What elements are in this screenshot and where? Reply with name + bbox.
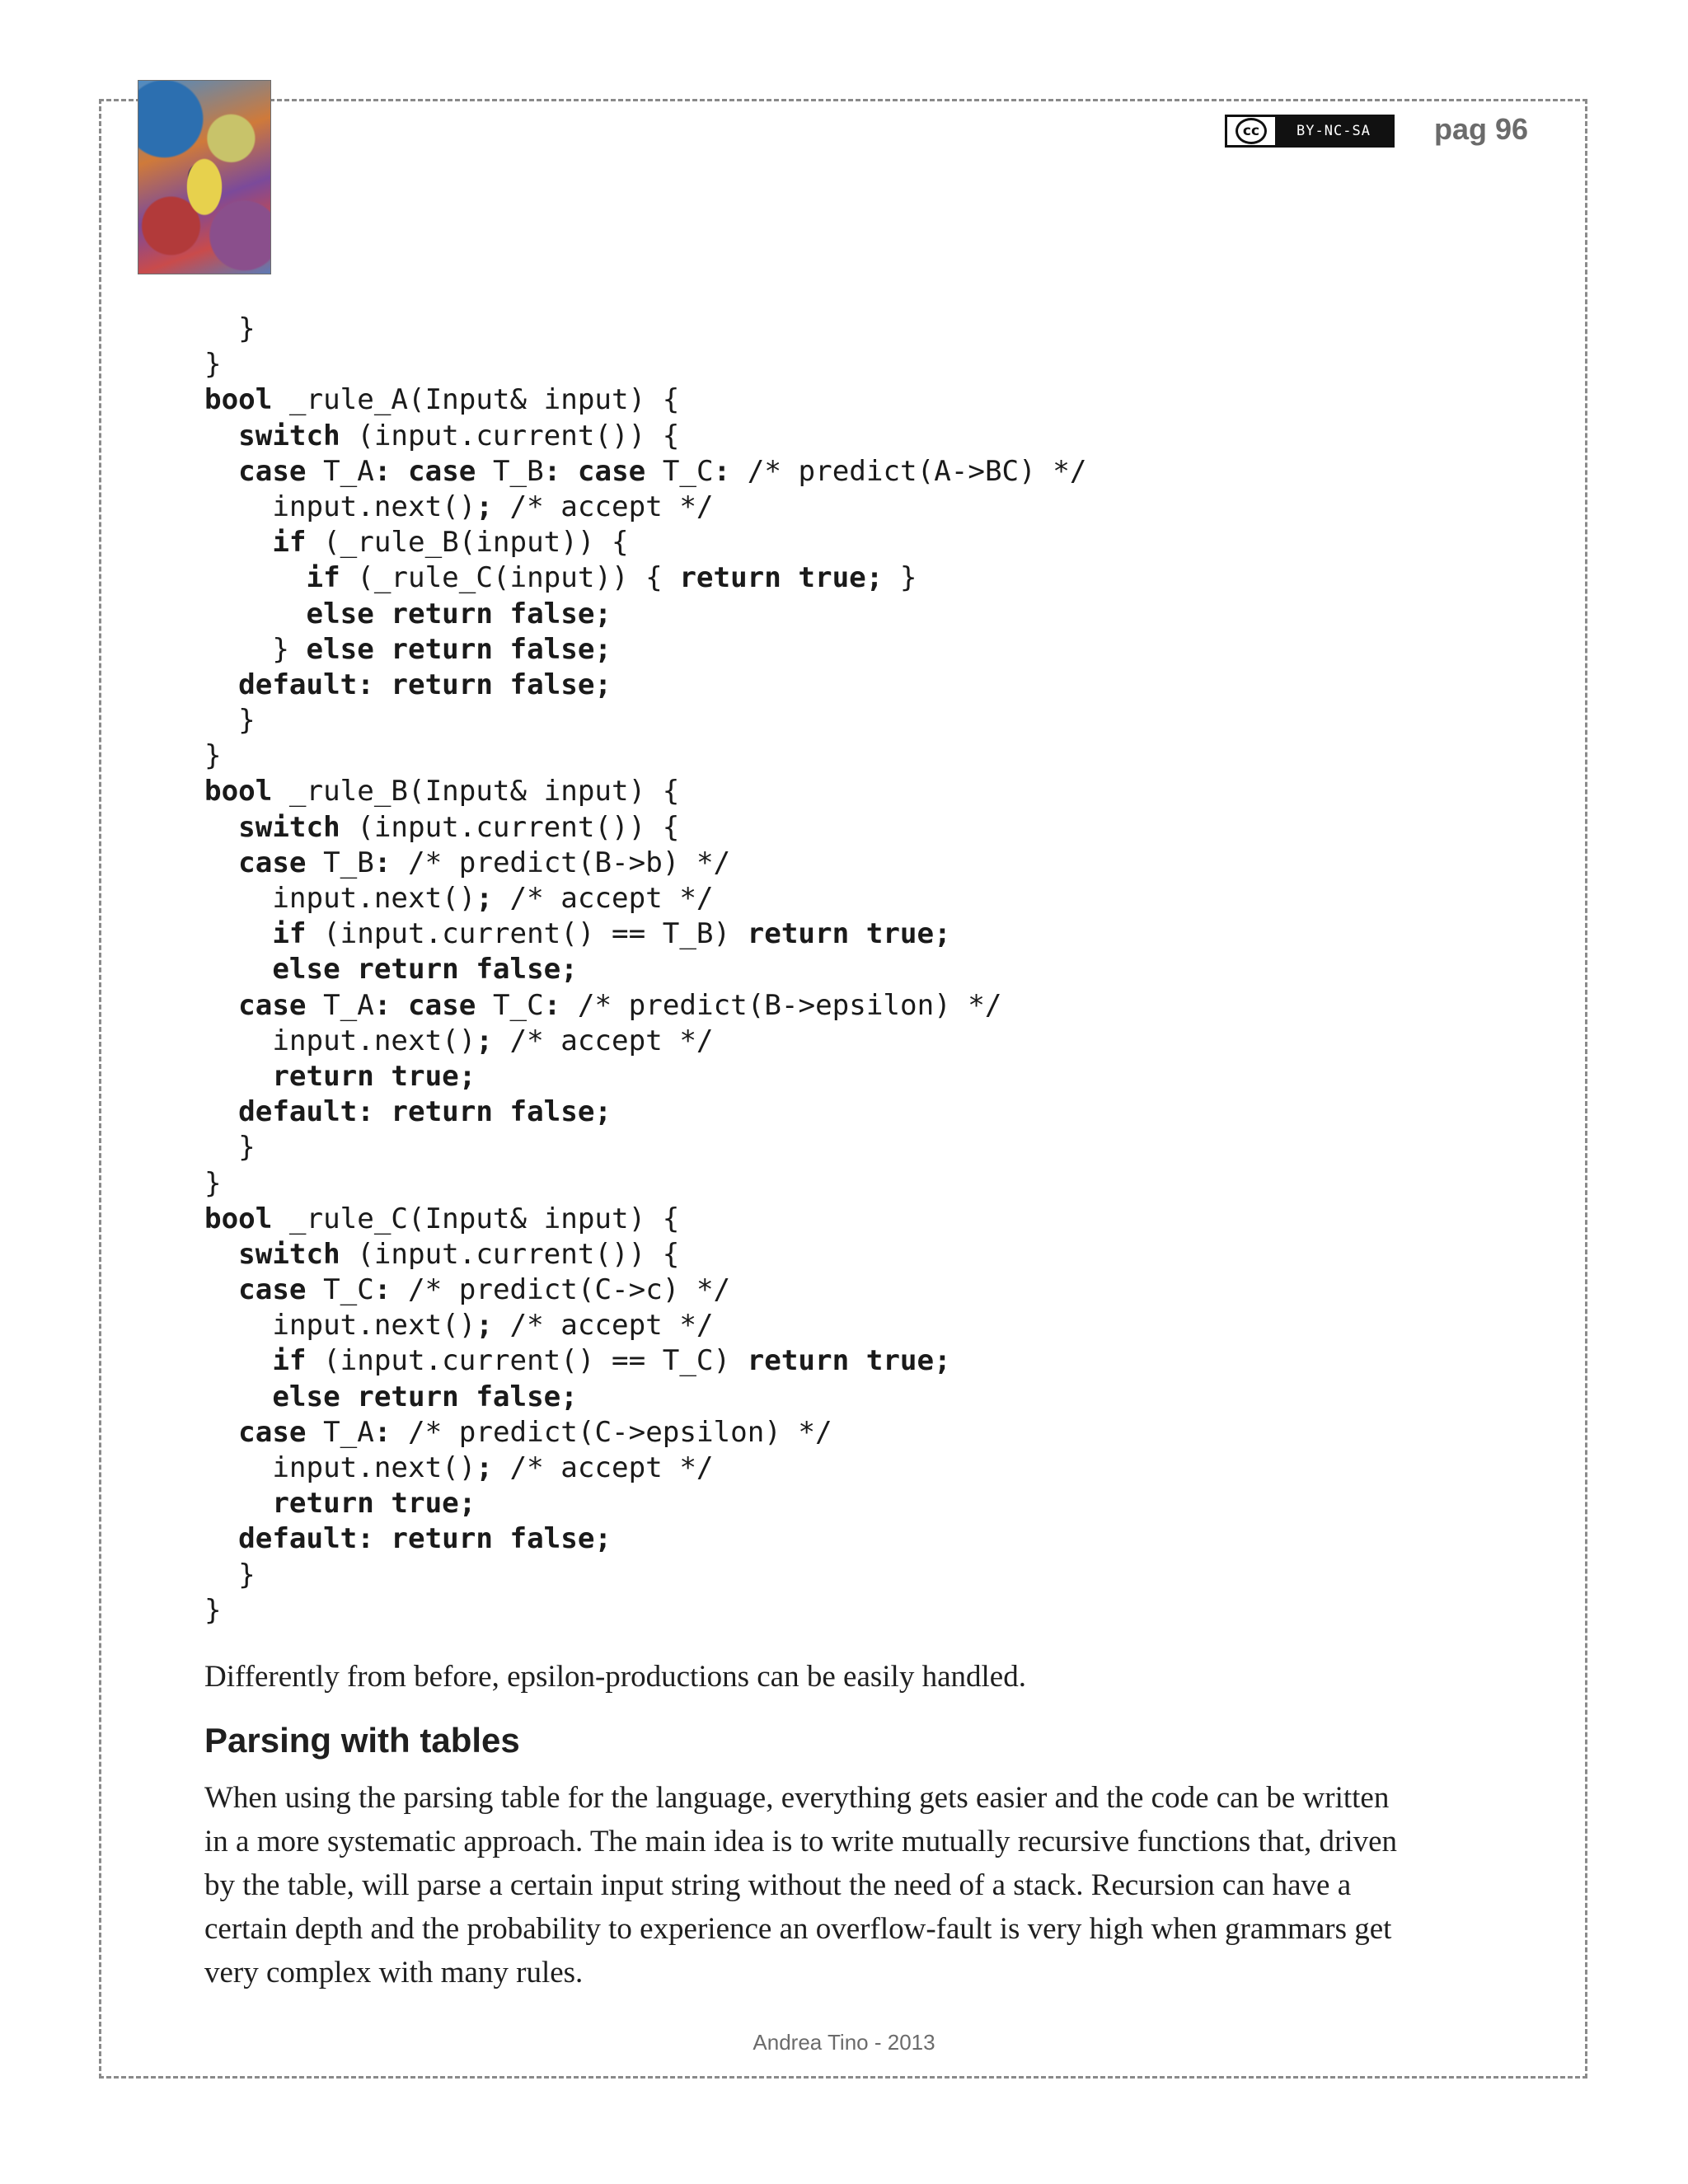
code-keyword: case (238, 846, 307, 879)
code-keyword: return true; (747, 917, 951, 951)
code-keyword: : (373, 1273, 392, 1307)
code-keyword: case (408, 454, 476, 488)
paragraph-line: very complex with many rules. (204, 1956, 584, 1990)
code-text (204, 1060, 272, 1093)
code-keyword: default: return false; (238, 1095, 612, 1129)
license-label: BY-NC-SA (1296, 123, 1371, 139)
code-text (204, 1238, 238, 1271)
code-text: input.next() (204, 1451, 476, 1484)
code-text: } (204, 312, 256, 345)
code-text (204, 1273, 238, 1306)
code-text: } (204, 1131, 256, 1165)
code-keyword: case (408, 988, 476, 1022)
code-line (204, 1272, 1086, 1308)
code-text (204, 455, 238, 488)
code-keyword: return true; (679, 561, 884, 595)
code-text (391, 989, 408, 1022)
code-line (204, 347, 1086, 382)
code-text (204, 917, 272, 950)
code-keyword: case (238, 1415, 307, 1449)
code-keyword: return true; (272, 1059, 476, 1093)
code-line (204, 916, 1086, 952)
code-line (204, 1380, 1086, 1415)
code-keyword: if (272, 917, 307, 951)
book-cover-image (138, 80, 271, 274)
code-text: /* accept */ (492, 882, 714, 915)
code-text: } (204, 1558, 256, 1591)
code-keyword: ; (476, 1309, 493, 1343)
code-line (204, 668, 1086, 703)
code-text: T_A (306, 454, 374, 488)
code-text (204, 1416, 238, 1449)
body-paragraph: Differently from before, epsilon-productions can be easily handled. (204, 1660, 1026, 1694)
code-line (204, 846, 1086, 881)
code-text: /* accept */ (492, 1024, 714, 1057)
section-heading: Parsing with tables (204, 1721, 520, 1760)
code-text (204, 1344, 272, 1377)
code-keyword: else return false; (306, 597, 612, 630)
paragraph-line: by the table, will parse a certain input string without the need of a stack. Recursion can have a (204, 1868, 1352, 1902)
code-line (204, 1059, 1086, 1094)
code-keyword: ; (476, 882, 493, 915)
code-line (204, 312, 1086, 347)
code-text: (input.current() == T_C) (306, 1344, 748, 1378)
code-line (204, 774, 1086, 809)
code-keyword: if (272, 1344, 307, 1378)
code-text: } (204, 704, 256, 738)
code-text (204, 561, 307, 594)
code-line (204, 1166, 1086, 1202)
code-text: /* predict(C->c) */ (391, 1273, 731, 1307)
code-text: _rule_A(Input& input) { (272, 383, 680, 417)
code-text (391, 455, 408, 488)
code-line (204, 738, 1086, 774)
code-text (204, 1095, 238, 1128)
code-text (204, 1522, 238, 1555)
code-keyword: : (373, 454, 392, 488)
code-text: input.next() (204, 1024, 476, 1057)
code-line (204, 1593, 1086, 1629)
paragraph-line: in a more systematic approach. The main idea is to write mutually recursive functions that, driven (204, 1825, 1398, 1858)
code-line (204, 1343, 1086, 1379)
code-text: (input.current() == T_B) (306, 917, 748, 951)
code-line (204, 988, 1086, 1024)
code-keyword: return true; (272, 1487, 476, 1521)
code-text: /* accept */ (492, 1451, 714, 1484)
code-line (204, 454, 1086, 490)
code-keyword: if (272, 526, 307, 560)
code-line (204, 881, 1086, 916)
code-keyword: switch (238, 810, 340, 844)
code-keyword: case (577, 454, 646, 488)
code-keyword: default: return false; (238, 668, 612, 701)
code-keyword: bool (204, 775, 273, 808)
code-text: /* accept */ (492, 490, 714, 523)
code-text: } (883, 561, 917, 595)
code-line (204, 1094, 1086, 1130)
code-text: } (204, 348, 222, 382)
code-text: T_B (306, 846, 374, 879)
code-text: } (204, 1166, 222, 1200)
code-text (204, 1380, 272, 1413)
code-text: (input.current()) { (340, 1237, 680, 1271)
license-badge (1225, 115, 1395, 148)
code-text: /* predict(C->epsilon) */ (391, 1415, 832, 1449)
code-line (204, 810, 1086, 846)
code-block (204, 312, 1086, 1629)
code-text (204, 1487, 272, 1520)
code-text: (_rule_B(input)) { (306, 526, 629, 560)
code-text (204, 846, 238, 879)
code-line (204, 1486, 1086, 1521)
code-text: input.next() (204, 882, 476, 915)
code-line (204, 560, 1086, 596)
code-keyword: return true; (747, 1344, 951, 1378)
code-line (204, 1521, 1086, 1557)
code-line (204, 382, 1086, 418)
code-line (204, 703, 1086, 738)
code-keyword: switch (238, 419, 340, 452)
code-text (560, 455, 578, 488)
code-text: T_A (306, 1415, 374, 1449)
cc-icon: cc (1227, 117, 1275, 145)
code-text: T_C (645, 454, 714, 488)
code-text: T_A (306, 988, 374, 1022)
code-line (204, 1308, 1086, 1343)
code-text: } (204, 632, 307, 666)
code-text (204, 811, 238, 844)
code-text: T_C (306, 1273, 374, 1307)
code-line (204, 597, 1086, 632)
paragraph-line: When using the parsing table for the language, everything gets easier and the code can be written (204, 1781, 1390, 1815)
code-text: } (204, 739, 222, 773)
code-line (204, 1130, 1086, 1165)
code-text: (input.current()) { (340, 419, 680, 452)
code-line (204, 1024, 1086, 1059)
code-text: /* accept */ (492, 1309, 714, 1343)
code-text (204, 953, 272, 986)
code-keyword: : (373, 846, 392, 879)
code-text: /* predict(B->b) */ (391, 846, 731, 879)
code-text: input.next() (204, 1309, 476, 1343)
code-text: T_C (476, 988, 544, 1022)
code-keyword: else return false; (272, 953, 578, 987)
code-text: (_rule_C(input)) { (340, 561, 680, 595)
code-line (204, 525, 1086, 560)
code-line (204, 952, 1086, 987)
code-keyword: else return false; (306, 632, 612, 666)
code-text: /* predict(A->BC) */ (730, 454, 1087, 488)
code-keyword: : (373, 988, 392, 1022)
code-text (204, 598, 307, 630)
code-keyword: bool (204, 383, 273, 417)
code-keyword: : (713, 454, 731, 488)
code-line (204, 1202, 1086, 1237)
code-text: T_B (476, 454, 544, 488)
code-text: /* predict(B->epsilon) */ (560, 988, 1002, 1022)
code-text (204, 526, 272, 559)
code-text: _rule_C(Input& input) { (272, 1202, 680, 1235)
body-paragraph-2 (204, 1776, 1490, 1994)
code-keyword: case (238, 988, 307, 1022)
code-keyword: default: return false; (238, 1522, 612, 1556)
code-text (204, 419, 238, 452)
footer-author: Andrea Tino - 2013 (753, 2030, 935, 2055)
code-keyword: if (306, 561, 340, 595)
page-number: pag 96 (1434, 112, 1529, 146)
code-text (204, 668, 238, 701)
code-line (204, 490, 1086, 525)
code-line (204, 1237, 1086, 1272)
code-line (204, 1558, 1086, 1593)
code-keyword: else return false; (272, 1380, 578, 1413)
code-keyword: bool (204, 1202, 273, 1235)
code-keyword: case (238, 1273, 307, 1307)
code-line (204, 632, 1086, 668)
code-keyword: : (373, 1415, 392, 1449)
code-keyword: ; (476, 490, 493, 523)
code-keyword: : (543, 454, 561, 488)
code-keyword: case (238, 454, 307, 488)
code-text: _rule_B(Input& input) { (272, 775, 680, 808)
paragraph-line: certain depth and the probability to experience an overflow-fault is very high when grammars get (204, 1912, 1392, 1946)
code-keyword: ; (476, 1451, 493, 1484)
code-text (204, 989, 238, 1022)
code-keyword: switch (238, 1237, 340, 1271)
code-keyword: : (543, 988, 561, 1022)
code-keyword: ; (476, 1024, 493, 1057)
code-text: } (204, 1593, 222, 1627)
code-text: input.next() (204, 490, 476, 523)
code-line (204, 419, 1086, 454)
code-line (204, 1451, 1086, 1486)
code-text: (input.current()) { (340, 810, 680, 844)
code-line (204, 1415, 1086, 1451)
